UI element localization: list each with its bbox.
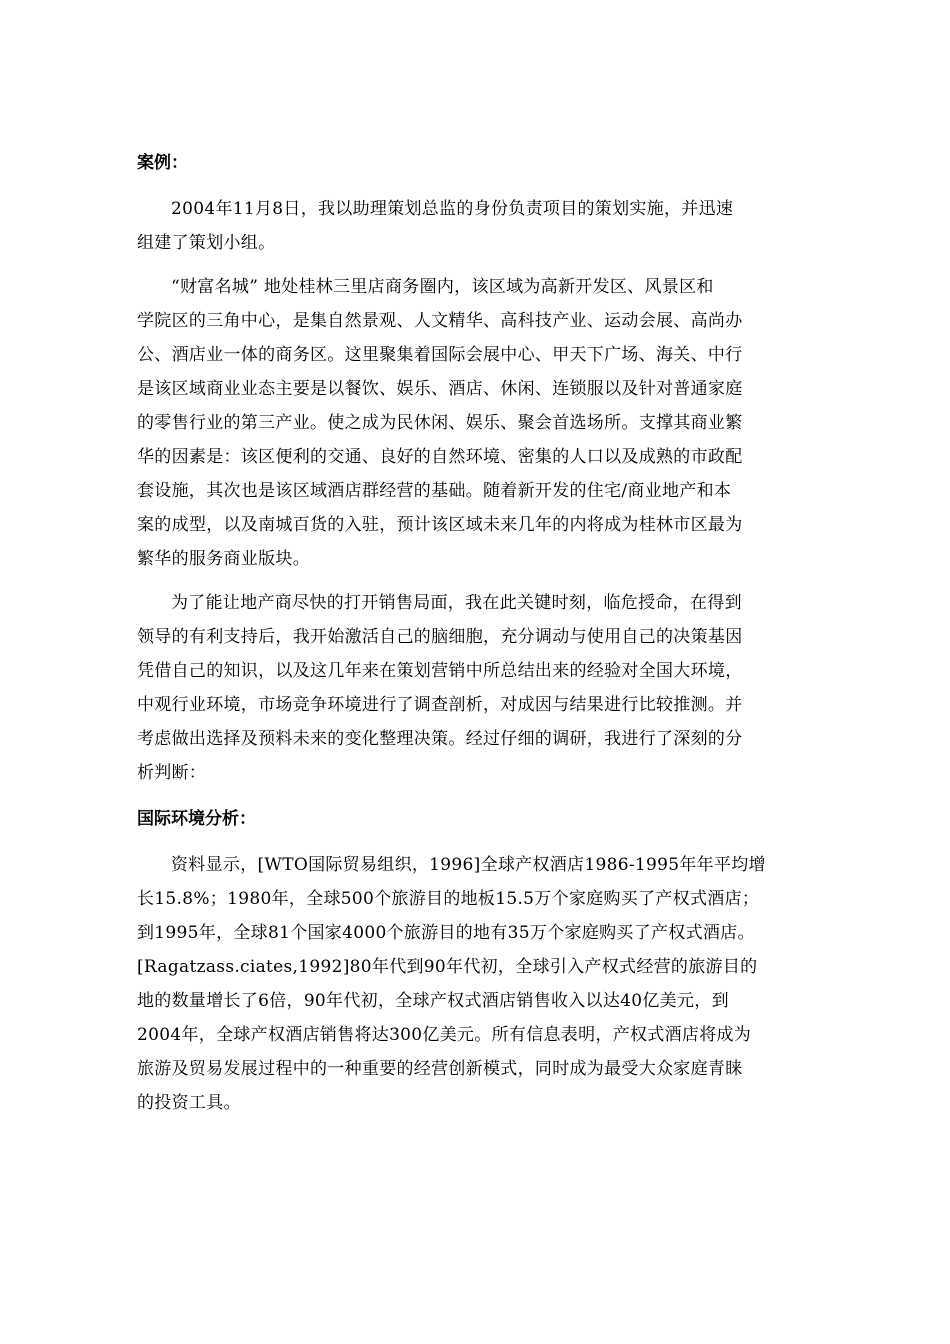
paragraph-line: “财富名城” 地处桂林三里店商务圈内，该区域为高新开发区、风景区和	[171, 277, 714, 297]
paragraph-line: 为了能让地产商尽快的打开销售局面，我在此关键时刻，临危授命，在得到	[171, 593, 742, 613]
section-heading-case: 案例：	[137, 153, 188, 173]
document-body	[137, 146, 817, 1120]
paragraph-intro	[137, 192, 817, 260]
paragraph-line: 套设施，其次也是该区域酒店群经营的基础。随着新开发的住宅/商业地产和本	[137, 481, 732, 501]
paragraph-line: 析判断：	[137, 763, 207, 783]
paragraph-line: 组建了策划小组。	[137, 233, 276, 253]
paragraph-line: 公、酒店业一体的商务区。这里聚集着国际会展中心、甲天下广场、海关、中行	[137, 345, 743, 365]
paragraph-line: 2004年11月8日，我以助理策划总监的身份负责项目的策划实施，并迅速	[171, 199, 734, 219]
paragraph-line: 的零售行业的第三产业。使之成为民休闲、娱乐、聚会首选场所。支撑其商业繁	[137, 413, 743, 433]
paragraph-line: 长15.8%；1980年，全球500个旅游目的地板15.5万个家庭购买了产权式酒店；	[137, 889, 760, 909]
paragraph-approach	[137, 586, 817, 790]
paragraph-line: [Ragatzass.ciates,1992]80年代到90年代初，全球引入产权式经营的旅游目的	[137, 957, 758, 977]
paragraph-line: 凭借自己的知识，以及这几年来在策划营销中所总结出来的经验对全国大环境，	[137, 661, 743, 681]
paragraph-line: 资料显示，[WTO国际贸易组织，1996]全球产权酒店1986-1995年年平均增	[171, 855, 766, 875]
paragraph-location	[137, 270, 817, 576]
paragraph-line: 地的数量增长了6倍，90年代初，全球产权式酒店销售收入以达40亿美元，到	[137, 991, 729, 1011]
paragraph-line: 考虑做出选择及预料未来的变化整理决策。经过仔细的调研，我进行了深刻的分	[137, 729, 743, 749]
paragraph-line: 学院区的三角中心，是集自然景观、人文精华、高科技产业、运动会展、高尚办	[137, 311, 743, 331]
paragraph-line: 的投资工具。	[137, 1093, 241, 1113]
paragraph-international-data	[137, 848, 817, 1120]
paragraph-line: 到1995年，全球81个国家4000个旅游目的地有35万个家庭购买了产权式酒店。	[137, 923, 755, 943]
paragraph-line: 是该区域商业业态主要是以餐饮、娱乐、酒店、休闲、连锁服以及针对普通家庭	[137, 379, 743, 399]
paragraph-line: 中观行业环境，市场竞争环境进行了调查剖析，对成因与结果进行比较推测。并	[137, 695, 743, 715]
paragraph-line: 华的因素是：该区便利的交通、良好的自然环境、密集的人口以及成熟的市政配	[137, 447, 743, 467]
paragraph-line: 2004年，全球产权酒店销售将达300亿美元。所有信息表明，产权式酒店将成为	[137, 1025, 752, 1045]
paragraph-line: 案的成型，以及南城百货的入驻，预计该区域未来几年的内将成为桂林市区最为	[137, 515, 743, 535]
paragraph-line: 旅游及贸易发展过程中的一种重要的经营创新模式，同时成为最受大众家庭青睐	[137, 1059, 743, 1079]
paragraph-line: 繁华的服务商业版块。	[137, 549, 310, 569]
section-heading-international: 国际环境分析：	[137, 809, 256, 829]
paragraph-line: 领导的有利支持后，我开始激活自己的脑细胞，充分调动与使用自己的决策基因	[137, 627, 743, 647]
